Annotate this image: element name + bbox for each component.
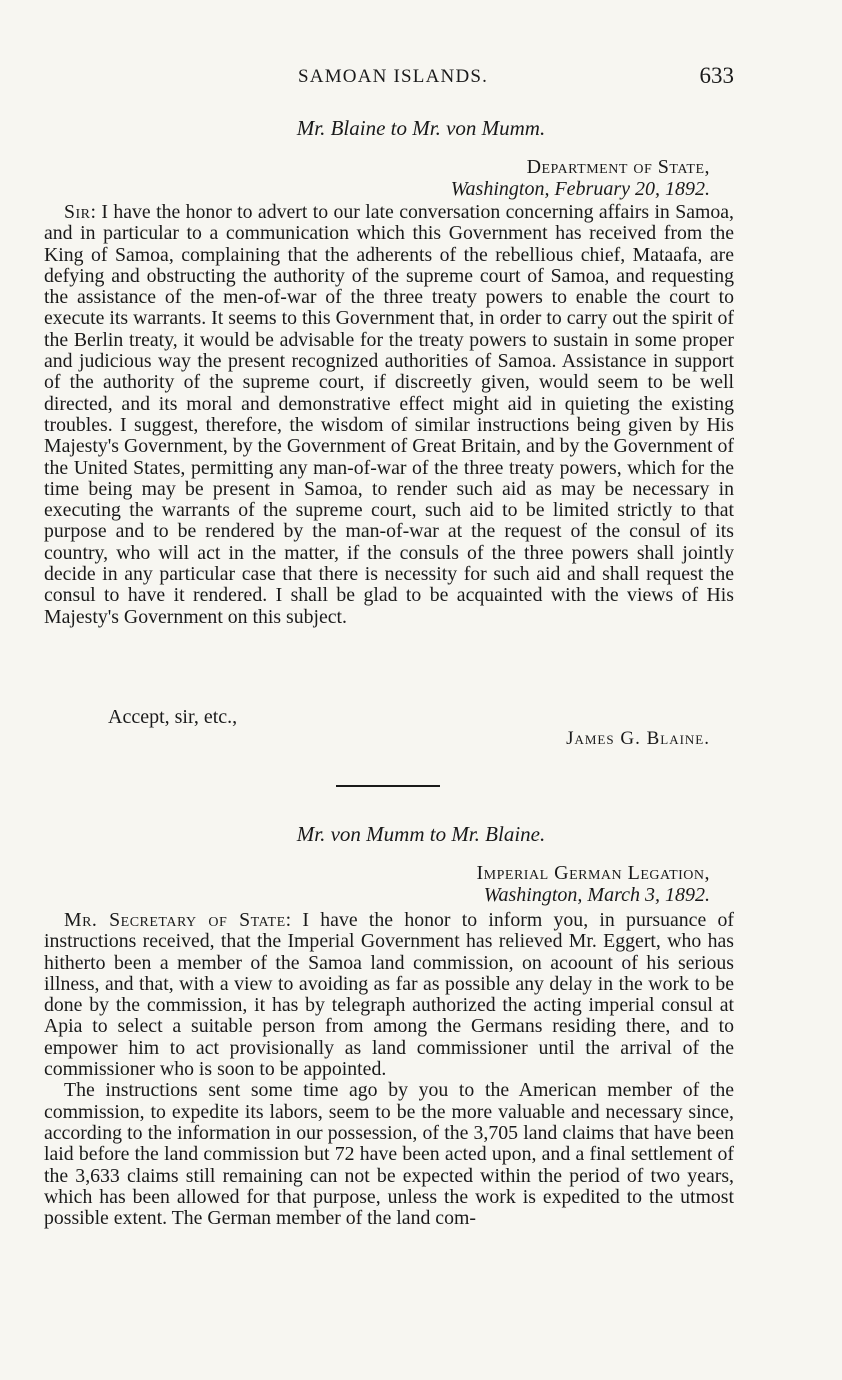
- letter1-closing: Accept, sir, etc.,: [108, 706, 238, 728]
- letter1-heading: Mr. Blaine to Mr. von Mumm.: [296, 116, 546, 140]
- letter1-dateline: [451, 156, 710, 200]
- letter1-salutation: Sir: [64, 201, 91, 223]
- letter2-dateline: [477, 862, 710, 906]
- running-title: SAMOAN ISLANDS.: [298, 66, 489, 87]
- letter1-body-text: : I have the honor to advert to our late conversation concerning affairs in Samoa, and in particular to a communication which this Government has received from the King of Samoa, complaining that the adherents of the rebellious chief, Mataafa, are defying and obstructing the authority of the supreme court of Samoa, and requesting the assistance of the men-of-war of the three treaty powers to enable the court to execute its warrants. It seems to this Government that, in order to carry out the spirit of the Berlin treaty, it would be advisable for the treaty powers to sustain in some proper and judicious way the present recognized authorities of Samoa. Assistance in support of the authority of the supreme court, if discreetly given, would seem to be well directed, and its moral and demonstrative effect might aid in quieting the existing troubles. I suggest, therefore, the wisdom of similar instructions being given by His Majesty's Government, by the Government of Great Britain, and by the Government of the United States, permitting any man-of-war of the three treaty powers, which for the time being may be present in Samoa, to render such aid as may be necessary in executing the warrants of the supreme court, such aid to be limited strictly to that purpose and to be rendered by the man-of-war at the request of the consul of its country, who will act in the matter, if the consuls of the three powers shall jointly decide in any particular case that there is necessity for such aid and shall request the consul to have it rendered. I shall be glad to be acquainted with the views of His Majesty's Government on this subject.: [44, 201, 734, 628]
- page-number: 633: [699, 63, 734, 88]
- letter1-place-date: Washington, February 20, 1892.: [450, 178, 710, 200]
- letter1-office: Department of State,: [526, 156, 710, 178]
- letter2-heading: Mr. von Mumm to Mr. Blaine.: [296, 822, 546, 846]
- section-divider: [336, 785, 440, 787]
- letter2-para1-text: : I have the honor to inform you, in pursuance of instructions received, that the Imperial Government has relieved Mr. Eggert, who has hitherto been a member of the Samoa land commission, on acoount of his serious illness, and that, with a view to avoiding as far as possible any delay in the work to be done by the commission, it has by telegraph authorized the acting imperial consul at Apia to select a suitable person from among the Germans residing there, and to empower him to act provisionally as land commissioner until the arrival of the commissioner who is soon to be appointed.: [44, 909, 734, 1081]
- letter2-place-date: Washington, March 3, 1892.: [483, 884, 710, 906]
- letter2-paragraph-1: [44, 910, 734, 1080]
- letter2-salutation: Mr. Secretary of State: [64, 909, 286, 931]
- page-header: [0, 63, 842, 96]
- letter1-body: [44, 202, 734, 628]
- letter1-signature: James G. Blaine.: [566, 728, 710, 749]
- letter2-office: Imperial German Legation,: [476, 862, 710, 884]
- letter2-body: [44, 910, 734, 1229]
- letter1-paragraph: [44, 202, 734, 628]
- letter2-paragraph-2: The instructions sent some time ago by you to the American member of the commission, to expedite its labors, seem to be the more valuable and necessary since, according to the information in our possession, of the 3,705 land claims that have been laid before the land commission but 72 have been acted upon, and a final settlement of the 3,633 claims still remaining can not be expected within the period of two years, which has been allowed for that purpose, unless the work is expedited to the utmost possible extent. The German member of the land com-: [44, 1079, 734, 1230]
